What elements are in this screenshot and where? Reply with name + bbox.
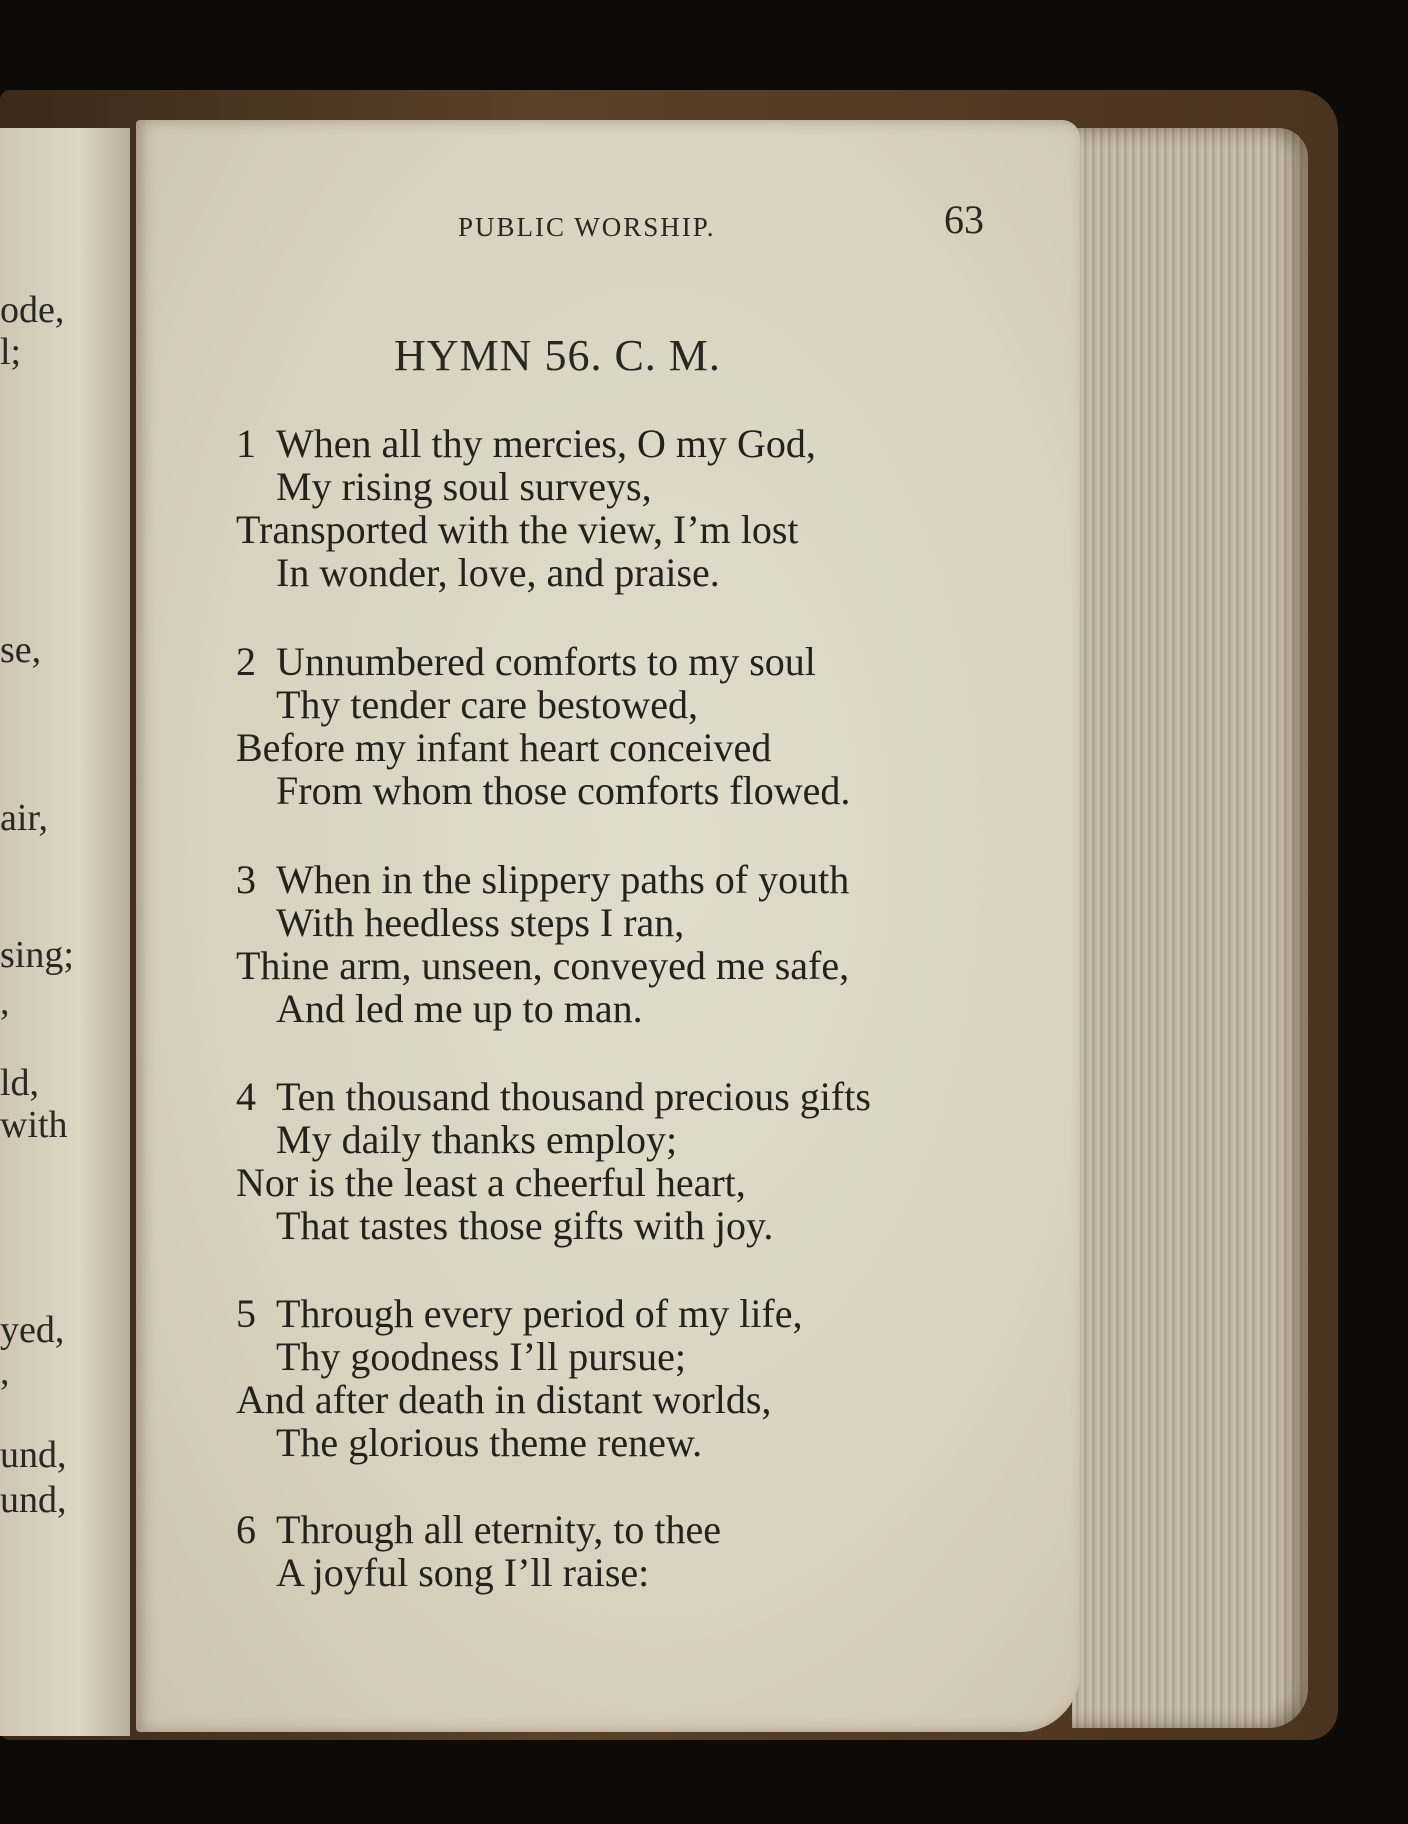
left-page-fragment: ode, [0, 289, 65, 331]
stanza-line: Thy tender care bestowed, [276, 682, 699, 727]
stanza-line: That tastes those gifts with joy. [276, 1203, 774, 1248]
previous-page [0, 128, 130, 1736]
stanza-line: And led me up to man. [276, 986, 643, 1031]
stanza-line: Transported with the view, I’m lost [236, 507, 799, 552]
stanza-line: Before my infant heart conceived [236, 725, 772, 770]
stanza-line: 6 Through all eternity, to thee [236, 1507, 722, 1552]
stanza-line: Thine arm, unseen, conveyed me safe, [236, 943, 850, 988]
stanza-line: Nor is the least a cheerful heart, [236, 1160, 746, 1205]
left-page-fragment: sing; [0, 934, 74, 976]
stanza-line: In wonder, love, and praise. [276, 550, 720, 595]
stanza-1 [236, 422, 816, 594]
stanza-number: 3 [236, 857, 256, 902]
stanza-line: With heedless steps I ran, [276, 900, 685, 945]
stanza-5 [236, 1292, 803, 1464]
left-page-fragment: und, [0, 1479, 67, 1521]
stanza-number: 4 [236, 1074, 256, 1119]
left-page-fragment: se, [0, 629, 42, 671]
stanza-line: 3 When in the slippery paths of youth [236, 857, 850, 902]
running-head: PUBLIC WORSHIP. [458, 212, 716, 242]
stanza-number: 6 [236, 1507, 256, 1552]
left-page-fragment: und, [0, 1434, 67, 1476]
stanza-line: 4 Ten thousand thousand precious gifts [236, 1074, 871, 1119]
left-page-fragment: l; [0, 331, 22, 373]
stanza-3 [236, 858, 849, 1030]
stanza-line: And after death in distant worlds, [236, 1377, 772, 1422]
stanza-line: The glorious theme renew. [276, 1420, 703, 1465]
stanza-line: 5 Through every period of my life, [236, 1291, 803, 1336]
left-page-fragment: air, [0, 797, 49, 839]
stanza-line: From whom those comforts flowed. [276, 768, 851, 813]
left-page-fragment: with [0, 1104, 68, 1146]
stanza-number: 2 [236, 639, 256, 684]
stanza-number: 5 [236, 1291, 256, 1336]
stanza-2 [236, 640, 850, 812]
stanza-line: 1 When all thy mercies, O my God, [236, 421, 816, 466]
stanza-line: 2 Unnumbered comforts to my soul [236, 639, 816, 684]
hymn-page [136, 120, 1080, 1732]
stanza-number: 1 [236, 421, 256, 466]
stanza-line: My daily thanks employ; [276, 1117, 678, 1162]
left-page-fragment: ld, [0, 1062, 40, 1104]
left-page-fragment: , [0, 981, 10, 1023]
left-page-fragment: yed, [0, 1309, 65, 1351]
stanza-6 [236, 1508, 721, 1594]
left-page-fragment: , [0, 1351, 10, 1393]
hymn-title: HYMN 56. C. M. [394, 331, 721, 380]
stanza-line: My rising soul surveys, [276, 464, 652, 509]
page-edges [1072, 128, 1308, 1728]
stanza-line: Thy goodness I’ll pursue; [276, 1334, 686, 1379]
stanza-line: A joyful song I’ll raise: [276, 1550, 650, 1595]
stanza-4 [236, 1075, 871, 1247]
page-number: 63 [944, 197, 984, 242]
